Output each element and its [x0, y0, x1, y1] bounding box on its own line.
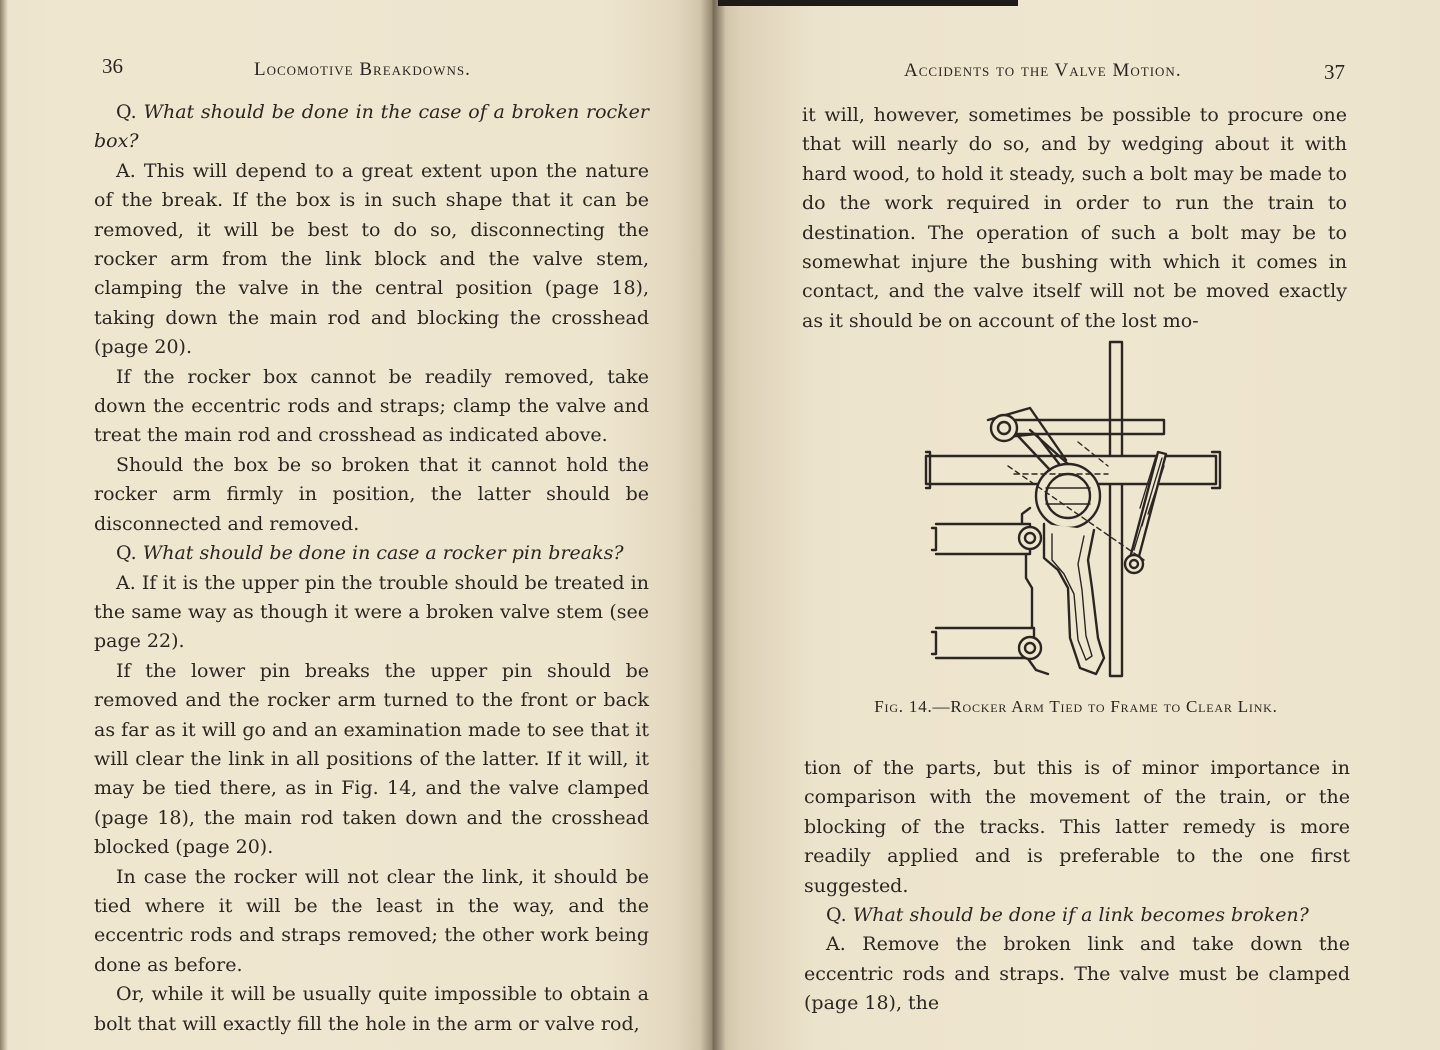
figure-caption: Fig. 14.—Rocker Arm Tied to Frame to Clear Link.: [874, 697, 1278, 716]
rocker-arm-figure: [918, 338, 1234, 696]
left-page: [0, 0, 712, 1050]
paragraph-text: If the rocker box cannot be readily removed, take down the eccentric rods and straps; clamp the valve and treat the main rod and crosshead as indicated above.: [94, 365, 649, 447]
paragraph: [94, 657, 649, 863]
right-page: [712, 0, 1440, 1050]
right-body-text-top: [802, 101, 1347, 336]
paragraph-text: Or, while it will be usually quite impossible to obtain a bolt that will exactly fill the hole in the arm or valve rod,: [94, 983, 649, 1035]
paragraph-text: What should be done in the case of a broken rocker box?: [94, 101, 649, 153]
question-label: Q.: [116, 101, 137, 123]
paragraph-text: tion of the parts, but this is of minor importance in comparison with the movement of the train, or the blocking of the tracks. This latter remedy is more readily applied and is preferable to the one first suggested.: [804, 757, 1350, 897]
question-paragraph: [804, 901, 1350, 930]
answer-paragraph: [94, 569, 649, 657]
answer-label: A.: [826, 933, 846, 956]
page-number: 37: [1324, 60, 1345, 84]
paragraph-text: it will, however, sometimes be possible to procure one that will nearly do so, and by wedging about it with hard wood, to hold it steady, such a bolt may be made to do the work required in order to run the train to destination. The operation of such a bolt may be to somewhat injure the bushing with which it comes in contact, and the valve itself will not be moved exactly as it should be on account of the lost mo-: [802, 104, 1347, 332]
page-left-edge: [0, 0, 8, 1050]
page-number: 36: [102, 54, 123, 78]
paragraph-text: Should the box be so broken that it cannot hold the rocker arm firmly in position, the latter should be disconnected and removed.: [94, 453, 649, 535]
answer-label: A.: [116, 159, 136, 182]
running-head: Accidents to the Valve Motion.: [904, 60, 1182, 81]
right-body-text-bottom: [804, 754, 1350, 1019]
answer-label: A.: [116, 571, 136, 594]
paragraph: [804, 754, 1350, 901]
paragraph: [94, 451, 649, 539]
page-top-edge: [718, 0, 1018, 6]
paragraph-text: If the lower pin breaks the upper pin should be removed and the rocker arm turned to the front or back as far as it will go and an examination made to see that it will clear the link in all positions of the latter. If it will, it may be tied there, as in Fig. 14, and the valve clamped (page 18), the main rod taken down and the crosshead blocked (page 20).: [94, 659, 649, 859]
running-head: Locomotive Breakdowns.: [254, 59, 471, 80]
paragraph-text: What should be done if a link becomes broken?: [852, 904, 1309, 927]
paragraph-text: This will depend to a great extent upon the nature of the break. If the box is in such shape that it can be removed, it will be best to do so, disconnecting the rocker arm from the link block and the valve stem, clamping the valve in the central position (page 18), taking down the main rod and blocking the crosshead (page 20).: [94, 159, 649, 359]
question-paragraph: [94, 98, 649, 157]
answer-paragraph: [94, 157, 649, 363]
paragraph: [94, 980, 649, 1039]
paragraph-text: Remove the broken link and take down the eccentric rods and straps. The valve must be clamped (page 18), the: [804, 933, 1351, 1015]
question-label: Q.: [116, 542, 137, 565]
answer-paragraph: [804, 930, 1350, 1018]
paragraph-text: In case the rocker will not clear the link, it should be tied where it will be the least in the way, and the eccentric rods and straps removed; the other work being done as before.: [94, 865, 649, 976]
question-paragraph: [94, 539, 649, 568]
left-body-text: [94, 98, 649, 1039]
question-label: Q.: [826, 904, 847, 927]
paragraph: [802, 101, 1347, 336]
paragraph-text: What should be done in case a rocker pin breaks?: [142, 542, 624, 565]
paragraph: [94, 363, 649, 451]
paragraph: [94, 863, 649, 981]
book-gutter: [700, 0, 726, 1050]
paragraph-text: If it is the upper pin the trouble should be treated in the same way as though it were a broken valve stem (see page 22).: [94, 571, 649, 653]
